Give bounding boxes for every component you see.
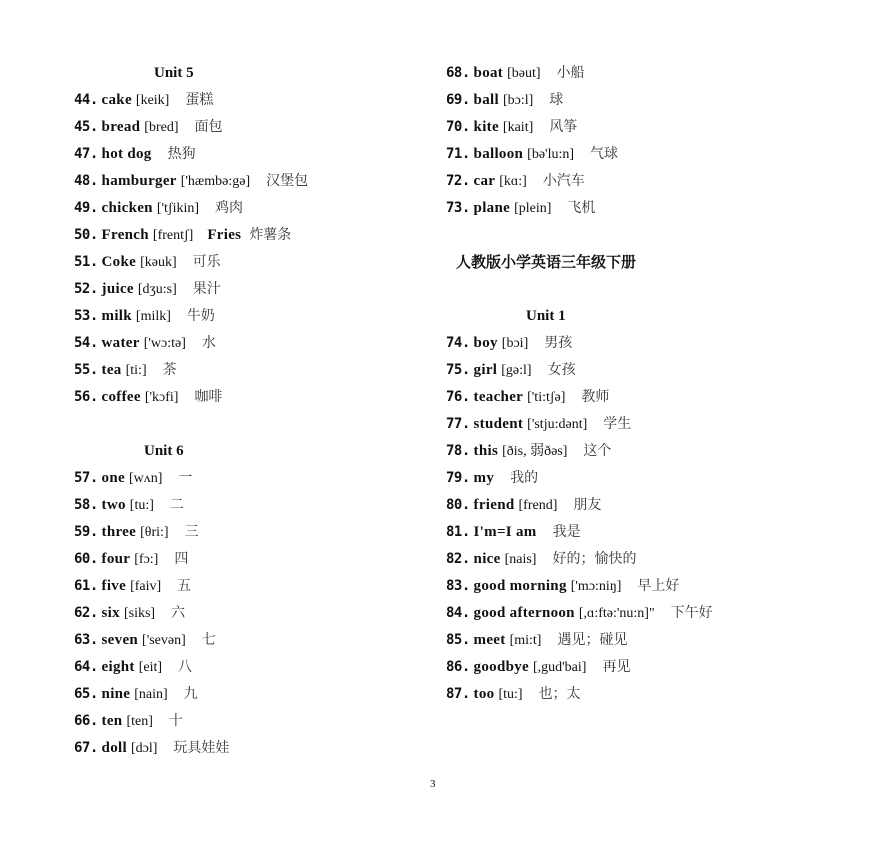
unit-label: Unit 1 xyxy=(526,308,566,324)
vocab-entry xyxy=(74,654,424,681)
entry-translation: 汉堡包 xyxy=(266,173,309,189)
vocab-entry xyxy=(446,60,866,87)
entry-phonetic: [kait] xyxy=(502,120,534,135)
entry-phonetic: [mi:t] xyxy=(509,633,542,648)
entry-phonetic: [plein] xyxy=(514,201,552,216)
entry-translation: 七 xyxy=(201,632,216,648)
vocab-entry xyxy=(446,519,866,546)
entry-number: 78. xyxy=(446,443,470,459)
entry-number: 75. xyxy=(446,362,470,378)
vocab-entry xyxy=(74,357,424,384)
spacer xyxy=(446,222,866,249)
vocab-entry xyxy=(74,627,424,654)
section-title xyxy=(446,249,866,276)
vocab-entry xyxy=(74,708,424,735)
entry-number: 65. xyxy=(74,686,98,702)
entry-phonetic: [fɔ:] xyxy=(134,552,159,567)
vocab-entry xyxy=(74,330,424,357)
vocab-entry xyxy=(446,654,866,681)
entry-number: 76. xyxy=(446,389,470,405)
vocab-entry xyxy=(74,87,424,114)
entry-number: 58. xyxy=(74,497,98,513)
entry-phonetic: [kəuk] xyxy=(140,255,177,270)
entry-phonetic: [θri:] xyxy=(140,525,169,540)
vocab-entry xyxy=(74,222,424,249)
vocab-entry xyxy=(74,303,424,330)
entry-translation: 炸薯条 xyxy=(249,227,292,243)
entry-number: 85. xyxy=(446,632,470,648)
unit-heading xyxy=(446,303,866,330)
unit-heading xyxy=(74,60,424,87)
entry-translation: 男孩 xyxy=(544,335,573,351)
vocab-entry xyxy=(446,141,866,168)
entry-phonetic: [ti:] xyxy=(125,363,147,378)
entry-word: good morning xyxy=(473,578,567,594)
vocab-entry xyxy=(446,195,866,222)
entry-phonetic: [ten] xyxy=(126,714,153,729)
entry-translation: 小汽车 xyxy=(542,173,585,189)
entry-phonetic: [nain] xyxy=(134,687,168,702)
entry-phonetic: [keik] xyxy=(135,93,170,108)
entry-phonetic: [dɔl] xyxy=(130,741,158,756)
entry-number: 48. xyxy=(74,173,98,189)
entry-translation: 可乐 xyxy=(192,254,221,270)
entry-word: boat xyxy=(473,65,504,81)
entry-number: 71. xyxy=(446,146,470,162)
page-number: 3 xyxy=(430,778,436,790)
entry-word: meet xyxy=(473,632,506,648)
entry-word: six xyxy=(101,605,120,621)
entry-translation: 也；太 xyxy=(538,686,581,702)
entry-translation: 飞机 xyxy=(567,200,596,216)
entry-phonetic: ['ti:tʃə] xyxy=(527,390,566,405)
entry-translation: 咖啡 xyxy=(194,389,223,405)
entry-word: I'm=I am xyxy=(473,524,537,540)
entry-translation: 五 xyxy=(177,578,192,594)
vocab-entry xyxy=(74,384,424,411)
entry-word: nine xyxy=(101,686,131,702)
entry-word: ten xyxy=(101,713,123,729)
entry-translation: 鸡肉 xyxy=(215,200,244,216)
vocab-entry xyxy=(446,411,866,438)
entry-number: 72. xyxy=(446,173,470,189)
entry-translation: 八 xyxy=(178,659,193,675)
vocab-entry xyxy=(74,114,424,141)
entry-number: 51. xyxy=(74,254,98,270)
unit-heading xyxy=(74,438,424,465)
vocab-entry xyxy=(74,735,424,762)
unit-label: Unit 5 xyxy=(154,65,194,81)
vocab-entry xyxy=(446,600,866,627)
entry-word: four xyxy=(101,551,131,567)
entry-word: goodbye xyxy=(473,659,529,675)
vocab-entry xyxy=(446,465,866,492)
entry-phonetic: [kɑ:] xyxy=(499,174,527,189)
entry-word: my xyxy=(473,470,495,486)
entry-phonetic: ['kɔfi] xyxy=(144,390,179,405)
title-text: 人教版小学英语三年级下册 xyxy=(456,253,637,271)
entry-translation: 遇见；碰见 xyxy=(557,632,628,648)
vocab-entry xyxy=(74,249,424,276)
entry-word: coffee xyxy=(101,389,141,405)
entry-number: 68. xyxy=(446,65,470,81)
entry-translation: 四 xyxy=(174,551,189,567)
entry-number: 79. xyxy=(446,470,470,486)
entry-phonetic: ['hæmbə:gə] xyxy=(180,174,251,189)
entry-word: plane xyxy=(473,200,511,216)
entry-phonetic: [,gud'bai] xyxy=(533,660,587,675)
vocab-entry xyxy=(74,600,424,627)
entry-number: 53. xyxy=(74,308,98,324)
entry-word: boy xyxy=(473,335,498,351)
vocab-entry xyxy=(446,627,866,654)
entry-number: 80. xyxy=(446,497,470,513)
entry-translation: 气球 xyxy=(590,146,619,162)
entry-number: 50. xyxy=(74,227,98,243)
entry-word: hamburger xyxy=(101,173,177,189)
vocab-entry xyxy=(74,681,424,708)
entry-phonetic: [frend] xyxy=(518,498,558,513)
right-column xyxy=(446,60,866,708)
entry-number: 47. xyxy=(74,146,98,162)
entry-word: chicken xyxy=(101,200,153,216)
entry-word: bread xyxy=(101,119,141,135)
entry-number: 77. xyxy=(446,416,470,432)
entry-word: nice xyxy=(473,551,501,567)
entry-word: juice xyxy=(101,281,134,297)
entry-word: doll xyxy=(101,740,127,756)
spacer xyxy=(446,276,866,303)
entry-word: eight xyxy=(101,659,135,675)
entry-phonetic: [gə:l] xyxy=(501,363,532,378)
entry-phonetic: [dʒu:s] xyxy=(137,282,177,297)
entry-number: 62. xyxy=(74,605,98,621)
entry-phonetic: ['wɔ:tə] xyxy=(143,336,186,351)
entry-phonetic: [bɔi] xyxy=(501,336,529,351)
entry-translation: 六 xyxy=(171,605,186,621)
entry-translation: 早上好 xyxy=(637,578,680,594)
entry-word: friend xyxy=(473,497,515,513)
entry-number: 67. xyxy=(74,740,98,756)
entry-phonetic: [frentʃ] xyxy=(152,228,194,243)
entry-word: good afternoon xyxy=(473,605,575,621)
entry-number: 49. xyxy=(74,200,98,216)
entry-phonetic: [nais] xyxy=(504,552,537,567)
vocab-entry xyxy=(74,168,424,195)
entry-translation: 小船 xyxy=(556,65,585,81)
entry-phonetic: ['mɔ:niŋ] xyxy=(570,579,622,594)
entry-word: hot dog xyxy=(101,146,152,162)
entry-word: teacher xyxy=(473,389,524,405)
entry-number: 57. xyxy=(74,470,98,486)
spacer xyxy=(74,411,424,438)
entry-translation: 我是 xyxy=(552,524,581,540)
entry-word-2: Fries xyxy=(207,227,242,243)
entry-word: water xyxy=(101,335,140,351)
entry-number: 70. xyxy=(446,119,470,135)
entry-phonetic: [bəut] xyxy=(507,66,541,81)
entry-translation: 好的；愉快的 xyxy=(552,551,637,567)
entry-number: 45. xyxy=(74,119,98,135)
entry-word: tea xyxy=(101,362,122,378)
entry-word: car xyxy=(473,173,496,189)
entry-translation: 再见 xyxy=(602,659,631,675)
vocab-entry xyxy=(74,573,424,600)
vocab-entry xyxy=(74,492,424,519)
entry-word: Coke xyxy=(101,254,137,270)
entry-number: 83. xyxy=(446,578,470,594)
entry-translation: 二 xyxy=(169,497,184,513)
vocab-entry xyxy=(446,573,866,600)
entry-translation: 玩具娃娃 xyxy=(173,740,230,756)
entry-number: 54. xyxy=(74,335,98,351)
vocab-entry xyxy=(446,681,866,708)
entry-translation: 教师 xyxy=(581,389,610,405)
entry-phonetic: [bɔ:l] xyxy=(502,93,534,108)
vocab-entry xyxy=(74,195,424,222)
vocab-entry xyxy=(446,114,866,141)
entry-translation: 这个 xyxy=(583,443,612,459)
entry-phonetic: [siks] xyxy=(123,606,156,621)
vocab-entry xyxy=(446,384,866,411)
entry-number: 52. xyxy=(74,281,98,297)
unit-label: Unit 6 xyxy=(144,443,184,459)
entry-number: 74. xyxy=(446,335,470,351)
entry-phonetic: [bə'lu:n] xyxy=(527,147,575,162)
entry-word: French xyxy=(101,227,149,243)
entry-phonetic: [tu:] xyxy=(498,687,523,702)
entry-translation: 面包 xyxy=(194,119,223,135)
vocab-entry xyxy=(446,546,866,573)
entry-number: 87. xyxy=(446,686,470,702)
entry-word: five xyxy=(101,578,127,594)
vocab-entry xyxy=(74,546,424,573)
entry-word: three xyxy=(101,524,137,540)
entry-translation: 女孩 xyxy=(547,362,576,378)
entry-translation: 热狗 xyxy=(167,146,196,162)
entry-phonetic: ['tʃikin] xyxy=(156,201,200,216)
entry-word: girl xyxy=(473,362,498,378)
entry-number: 60. xyxy=(74,551,98,567)
entry-translation: 风筝 xyxy=(549,119,578,135)
entry-phonetic: [,ɑ:ftə:'nu:n]" xyxy=(578,606,655,621)
entry-phonetic: [ðis, 弱ðəs] xyxy=(502,444,568,459)
entry-number: 44. xyxy=(74,92,98,108)
entry-translation: 水 xyxy=(201,335,216,351)
entry-number: 66. xyxy=(74,713,98,729)
entry-phonetic: [milk] xyxy=(135,309,171,324)
entry-translation: 十 xyxy=(168,713,183,729)
vocab-entry xyxy=(446,438,866,465)
entry-number: 61. xyxy=(74,578,98,594)
entry-number: 55. xyxy=(74,362,98,378)
entry-phonetic: ['stju:dənt] xyxy=(527,417,588,432)
entry-word: too xyxy=(473,686,495,702)
entry-word: milk xyxy=(101,308,132,324)
entry-word: balloon xyxy=(473,146,524,162)
entry-word: one xyxy=(101,470,125,486)
vocab-entry xyxy=(74,276,424,303)
entry-word: seven xyxy=(101,632,139,648)
entry-translation: 学生 xyxy=(603,416,632,432)
entry-word: this xyxy=(473,443,499,459)
entry-translation: 朋友 xyxy=(573,497,602,513)
entry-translation: 九 xyxy=(183,686,198,702)
entry-translation: 下午好 xyxy=(670,605,713,621)
left-column xyxy=(74,60,424,762)
entry-number: 64. xyxy=(74,659,98,675)
entry-translation: 茶 xyxy=(162,362,177,378)
entry-translation: 三 xyxy=(184,524,199,540)
vocab-entry xyxy=(74,465,424,492)
vocab-entry xyxy=(446,168,866,195)
entry-number: 81. xyxy=(446,524,470,540)
vocab-entry xyxy=(74,519,424,546)
entry-translation: 牛奶 xyxy=(186,308,215,324)
vocab-entry xyxy=(446,330,866,357)
entry-translation: 一 xyxy=(178,470,193,486)
entry-phonetic: [eit] xyxy=(138,660,163,675)
entry-translation: 蛋糕 xyxy=(185,92,214,108)
entry-word: two xyxy=(101,497,126,513)
entry-word: ball xyxy=(473,92,499,108)
entry-number: 86. xyxy=(446,659,470,675)
entry-translation: 果汁 xyxy=(192,281,221,297)
entry-number: 73. xyxy=(446,200,470,216)
entry-number: 63. xyxy=(74,632,98,648)
entry-number: 56. xyxy=(74,389,98,405)
entry-number: 82. xyxy=(446,551,470,567)
entry-phonetic: [faiv] xyxy=(130,579,162,594)
entry-phonetic: ['sevən] xyxy=(142,633,186,648)
vocab-entry xyxy=(74,141,424,168)
entry-phonetic: [tu:] xyxy=(129,498,154,513)
entry-number: 59. xyxy=(74,524,98,540)
vocab-entry xyxy=(446,357,866,384)
entry-phonetic: [bred] xyxy=(144,120,179,135)
entry-word: kite xyxy=(473,119,499,135)
vocab-entry xyxy=(446,492,866,519)
entry-word: student xyxy=(473,416,524,432)
entry-translation: 我的 xyxy=(510,470,539,486)
entry-number: 69. xyxy=(446,92,470,108)
entry-translation: 球 xyxy=(549,92,564,108)
entry-word: cake xyxy=(101,92,132,108)
entry-phonetic: [wʌn] xyxy=(128,471,163,486)
vocab-entry xyxy=(446,87,866,114)
entry-number: 84. xyxy=(446,605,470,621)
